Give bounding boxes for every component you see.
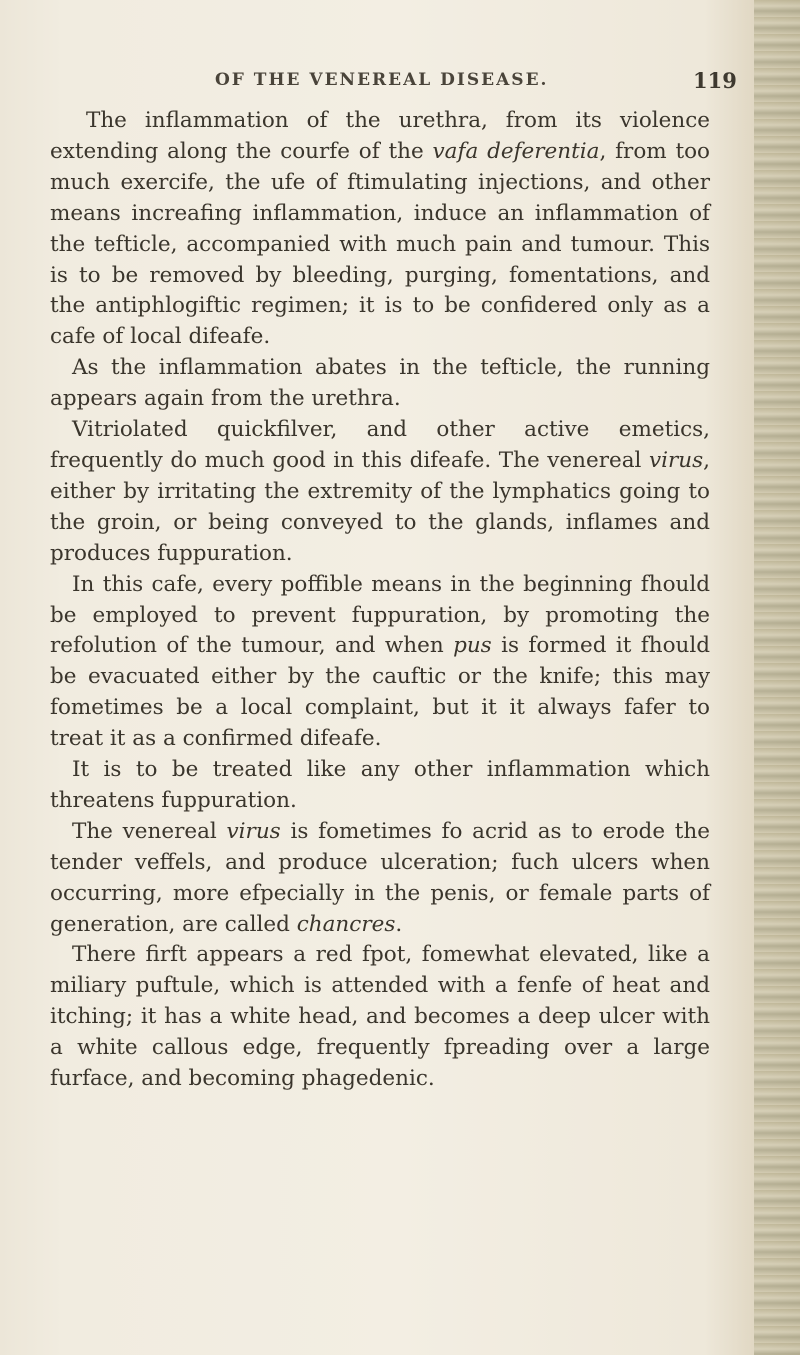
paragraph: Vitriolated quickfilver, and other active emetics, frequently do much good in this difeafe. The venereal virus, either by irritating the extremity of the lymphatics going to the groin, or being conveyed to the glands, inflames and produces fuppuration.: [50, 417, 710, 566]
page-edge-shadow: [754, 0, 800, 1355]
paragraph: The venereal virus is fometimes fo acrid as to erode the tender veffels, and produce ulceration; fuch ulcers when occurring, more efpecially in the penis, or female parts of generation, are called chancres.: [50, 818, 710, 937]
paragraph: The inflammation of the urethra, from its violence extending along the courfe of the vafa deferentia, from too much exercife, the ufe of ftimulating injections, and other means increafing inflammation, induce an inflammation of the tefticle, accompanied with much pain and tumour. This is to be removed by bleeding, purging, fomentations, and the antiphlogiftic regimen; it is to be confidered only as a cafe of local difeafe.: [50, 108, 710, 350]
paragraph: There firft appears a red fpot, fomewhat elevated, like a miliary puftule, which is attended with a fenfe of heat and itching; it has a white head, and becomes a deep ulcer with a white callous edge, frequently fpreading over a large furface, and becoming phagedenic.: [50, 942, 710, 1092]
paragraph: In this cafe, every poffible means in the beginning fhould be employed to prevent fuppuration, by promoting the refolution of the tumour, and when pus is formed it fhould be evacuated either by the cauftic or the knife; this may fometimes be a local complaint, but it it always fafer to treat it as a confirmed difeafe.: [50, 571, 710, 752]
running-header: OF THE VENEREAL DISEASE.: [215, 70, 549, 90]
paragraph: It is to be treated like any other inflammation which threatens fuppuration.: [50, 757, 710, 813]
page-number: 119: [693, 68, 737, 93]
body-text: [50, 106, 710, 1095]
paragraph: As the inflammation abates in the tefticle, the running appears again from the urethra.: [50, 355, 710, 412]
